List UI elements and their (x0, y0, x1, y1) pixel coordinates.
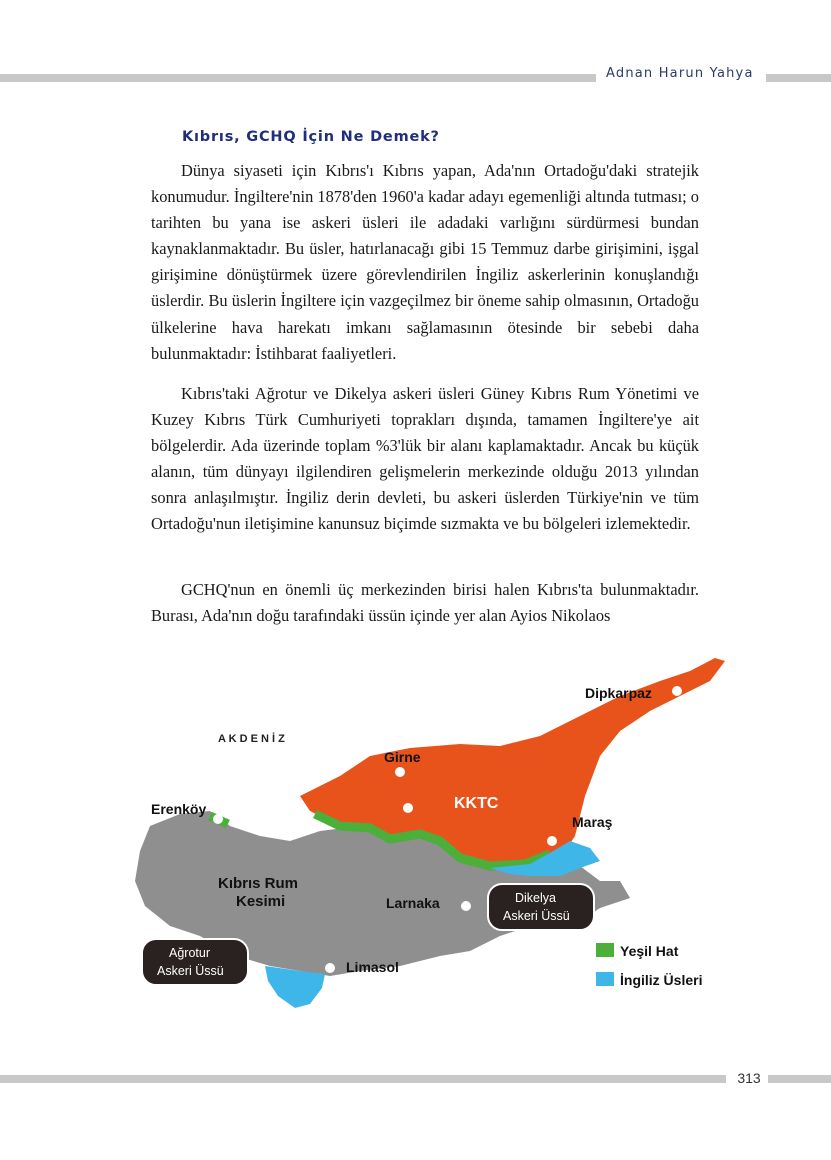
header-rule-right (766, 74, 831, 82)
erenkoy-label: Erenköy (151, 801, 207, 817)
legend-label-british-bases: İngiliz Üsleri (620, 972, 703, 988)
kibris-rum-label-line1: Kıbrıs Rum (218, 875, 299, 892)
agrotur-callout-line1: Ağrotur (169, 946, 210, 960)
legend-swatch-green-line (596, 943, 614, 957)
cyprus-map (60, 636, 831, 1046)
kibris-rum-label-line2: Kesimi (236, 893, 286, 910)
page-number: 313 (737, 1070, 761, 1086)
dikelya-callout-line1: Dikelya (515, 891, 556, 905)
sea-label: A K D E N İ Z (218, 733, 285, 745)
header-author: Adnan Harun Yahya (606, 66, 754, 81)
girne-marker (395, 767, 405, 777)
paragraph-1: Dünya siyaseti için Kıbrıs'ı Kıbrıs yapan, Ada'nın Ortadoğu'daki stratejik konumudur. İngiltere'nin 1878'den 1960'a kadar adayı egemenliği altında tutması; o tarihten bu yana ise askeri üsleri ile adadaki varlığını sürdürmesi bundan kaynaklanmaktadır. Bu üsler, hatırlanacağı gibi 15 Temmuz darbe girişimini, işgal girişimine dönüştürmek üzere görevlendirilen İngiliz askerlerinin konuşlandığı üslerdir. Bu üslerin İngiltere için vazgeçilmez bir öneme sahip olmasının, Ortadoğu ülkelerine hava harekatı imkanı sağlamasının ötesinde bir sebebi daha bulunmaktadır: İstihbarat faaliyetleri. (151, 161, 699, 363)
footer-rule-left (0, 1075, 726, 1083)
dipkarpaz-marker (672, 686, 682, 696)
girne-label: Girne (384, 749, 421, 765)
header-rule-left (0, 74, 596, 82)
larnaka-label: Larnaka (386, 895, 440, 911)
larnaka-marker (461, 901, 471, 911)
limasol-marker (325, 963, 335, 973)
paragraph-2: Kıbrıs'taki Ağrotur ve Dikelya askeri üsleri Güney Kıbrıs Rum Yönetimi ve Kuzey Kıbrıs Türk Cumhuriyeti toprakları dışında, tamamen İngiltere'ye ait bölgelerdir. Ada üzerinde toplam %3'lük bir alanı kaplamaktadır. Ancak bu küçük alanın, tüm dünyayı ilgilendiren gelişmelerin merkezinde olduğu 2013 yılından sonra anlaşılmıştır. İngiliz derin devleti, bu askeri üslerden Türkiye'nin ve tüm Ortadoğu'nun iletişimine kanunsuz biçimde sızmakta ve bu bölgeleri izlemektedir. (151, 384, 699, 534)
maras-label: Maraş (572, 814, 613, 830)
paragraph-3: GCHQ'nun en önemli üç merkezinden birisi halen Kıbrıs'ta bulunmaktadır. Burası, Ada'nın doğu tarafındaki üssün içinde yer alan Ayios Nikolaos (151, 580, 699, 626)
footer-rule-right (768, 1075, 831, 1083)
maras-marker (547, 836, 557, 846)
dikelya-callout-line2: Askeri Üssü (503, 909, 570, 923)
dipkarpaz-label: Dipkarpaz (585, 685, 652, 701)
section-title: Kıbrıs, GCHQ İçin Ne Demek? (182, 129, 440, 145)
limasol-label: Limasol (346, 959, 399, 975)
kktc-label: KKTC (454, 795, 499, 812)
agrotur-callout-line2: Askeri Üssü (157, 964, 224, 978)
legend-swatch-british-bases (596, 972, 614, 986)
erenkoy-marker (213, 814, 223, 824)
legend-label-green-line: Yeşil Hat (620, 943, 679, 959)
kktc-marker (403, 803, 413, 813)
